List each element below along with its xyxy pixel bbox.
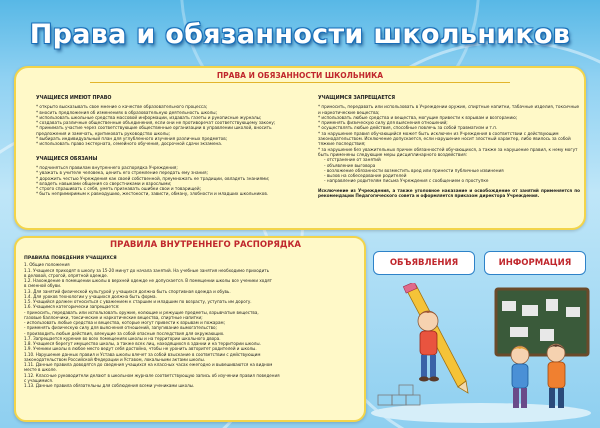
duties-heading: УЧАЩИЕСЯ ОБЯЗАНЫ	[36, 156, 98, 162]
announcements-board: ОБЪЯВЛЕНИЯ	[373, 251, 475, 275]
prohibited-item: * приносить, передавать или использовать в Учреждении оружие, спиртные напитки, табачные изделия, токсичные и наркотические вещества;	[318, 104, 580, 115]
duties-item: * подчиняться правилам внутреннего распорядка Учреждения;	[36, 164, 178, 170]
rights-item: * использовать школьные средства массовой информации, издавать газеты и рукописные журналы;	[36, 114, 262, 120]
duties-item: * владеть навыками общения со сверстниками и взрослыми;	[36, 180, 172, 186]
chalkboard-kids	[496, 289, 588, 408]
closing-statement: Исключение из Учреждения, а также уголовное наказание и освобождение от занятий применяется по рекомендации Педагогического совета и оформляется приказом директора Учреждения.	[318, 187, 580, 199]
students-illustration	[370, 283, 592, 423]
rule-line: с учащимися.	[24, 377, 54, 383]
rule-line: месте в школе.	[24, 367, 57, 373]
rights-item: * использовать право экстерната, семейного обучения, досрочной сдачи экзамена.	[36, 141, 223, 147]
rule-line: 1.5. Учащийся должен относиться с уважением к старшим и младшим по возрасту, уступать им дорогу.	[24, 299, 252, 304]
rule-line: 1.4. Для уроков технологии у учащихся должна быть форма.	[24, 293, 157, 299]
rights-heading: УЧАЩИЕСЯ ИМЕЮТ ПРАВО	[36, 96, 112, 101]
rule-line: 1.1. Учащиеся приходят в школу за 15-20 минут до начала занятий. На учебные занятия необходимо приходить	[24, 267, 270, 273]
rule-line: 1.11. Данные правила доводятся до сведения учащихся на классных часах ежегодно и вывешиваются на видном	[24, 362, 273, 367]
pencil-kid	[378, 283, 468, 405]
prohibited-heading: УЧАЩИМСЯ ЗАПРЕЩАЕТСЯ	[318, 96, 396, 101]
rights-duties-panel	[14, 66, 586, 230]
rule-line: 1.12. Классные руководители делают в школьном журнале соответствующую запись об изучении правил поведения	[24, 372, 280, 378]
rule-line: 1.8. Учащиеся берегут имущество школы, а также всех лиц, находящихся в здании и на территории школы.	[24, 341, 261, 346]
rule-line: - приносить, передавать или использовать оружие, колющие и режущие предметы, взрывчатые вещества,	[24, 309, 259, 315]
prohibited-measure: - направление родителям письма Учреждения с сообщением о проступке	[324, 178, 489, 184]
rule-line: - применять физическую силу для выяснения отношений, запугивание вымогательство;	[24, 325, 217, 331]
prohibited-measure: - объявление выговора	[324, 162, 376, 168]
rule-line: законодательством Российской Федерации и Уставом, локальными актами школы.	[24, 356, 206, 362]
duties-item: * быть непримиримым к равнодушию, жестокости, зависти, обману, злобности и младших школьников.	[36, 191, 269, 197]
internal-rules-panel	[14, 236, 366, 422]
duties-item: * строго спрашивать с себя, уметь признавать ошибки свои и товарищей;	[36, 186, 202, 192]
rule-line: 1.13. Данные правила обязательны для соблюдения всеми учениками школы.	[24, 383, 195, 388]
duties-item: * дорожить честью Учреждения как своей собственной, преумножать ее традиции, овладеть знаниями;	[36, 175, 270, 181]
panel-header: ПРАВИЛА ВНУТРЕННЕГО РАСПОРЯДКА	[110, 240, 301, 250]
rule-line: 1. Общие положения	[24, 262, 70, 268]
prohibited-measure: - вызов на собеседование родителей	[324, 173, 407, 179]
rights-item: * вносить предложения об изменениях в образовательную деятельность школы;	[36, 109, 218, 115]
rules-list	[24, 256, 360, 388]
prohibited-measure: - отстранение от занятий	[324, 157, 381, 163]
panel-header: ПРАВА И ОБЯЗАННОСТИ ШКОЛЬНИКА	[16, 71, 584, 83]
rule-line: - производить любые действия, влекущие за собой опасные последствия для окружающих.	[24, 330, 225, 336]
rule-line: 1.10. Нарушение данных правил и Устава школы влечет за собой взыскание в соответствии с действующим	[24, 351, 261, 357]
rights-item: * открыто высказывать свое мнение о качестве образовательного процесса;	[36, 104, 208, 110]
prohibited-item: * осуществлять любые действия, способные повлечь за собой травматизм и т.п.	[318, 125, 498, 131]
rights-item: * выбирать индивидуальный план для углубленного изучения различных предметов;	[36, 136, 228, 142]
rule-line: 1.3. Для занятий физической культурой у учащихся должна быть спортивная одежда и обувь.	[24, 288, 231, 294]
prohibited-item: * за нарушение правил обучающийся может быть исключен из Учреждения в соответствии с действующим законодательством. Исключение допускается, если нарушение носит злостный характер, либо явилось за собой тяжкие последствия;	[318, 130, 571, 147]
prohibited-column	[318, 94, 580, 198]
title-bar	[10, 8, 590, 60]
rules-heading: ПРАВИЛА ПОВЕДЕНИЯ УЧАЩИХСЯ	[24, 256, 117, 261]
rule-line: газовые баллончики, токсические и наркотические вещества, спиртные напитки;	[24, 314, 203, 320]
rights-item: * принимать участие через соответствующие общественные организации в управлении школой, вносить	[36, 125, 272, 131]
prohibited-item: * применять физическую силу для выяснения отношений;	[318, 120, 448, 126]
rule-line: 1.9. Ученики школы в любое место ведут себя достойно, чтобы не уронить авторитет родителей и школы.	[24, 346, 257, 352]
rule-line: в деловой, строгой, опрятной одежде.	[24, 272, 108, 278]
duties-item: * уважать в учителе человека, ценить его стремление передать ему знания;	[36, 170, 208, 176]
rule-line: 1.7. Запрещается курение во всех помещениях школы и на территории школьного двора.	[24, 335, 221, 341]
prohibited-item: * за нарушение без уважительных причин обязанностей обучающихся, а также за нарушение правил, к нему могут быть применены следующие меры дисциплинарного воздействия:	[318, 146, 578, 157]
information-board: ИНФОРМАЦИЯ	[484, 251, 586, 275]
rule-line: 1.2. Нахождение в помещении школы в верхней одежде не допускается. В помещении школы все ученики ходят	[24, 278, 272, 283]
page-title: Права и обязанности школьников	[29, 18, 571, 50]
rule-line: - использовать любые средства и вещества, которые могут привести к взрывам и пожарам;	[24, 320, 225, 325]
rights-item: предложения и замечать, критиковать руководство школы;	[36, 130, 170, 136]
prohibited-measure: - возложение обязанности возместить вред или принести публичные извинения	[324, 167, 504, 173]
rule-line: в сменной обуви.	[24, 283, 62, 289]
rule-line: 1.6. Учащимся категорически запрещается:	[24, 304, 120, 310]
rights-duties-column	[36, 94, 301, 197]
rights-item: * создавать различные общественные объединения, если они не противоречат соответствующему закону;	[36, 120, 276, 126]
prohibited-item: * использовать любые средства и вещества, могущие привести к взрывам и возгоранию;	[318, 114, 518, 120]
